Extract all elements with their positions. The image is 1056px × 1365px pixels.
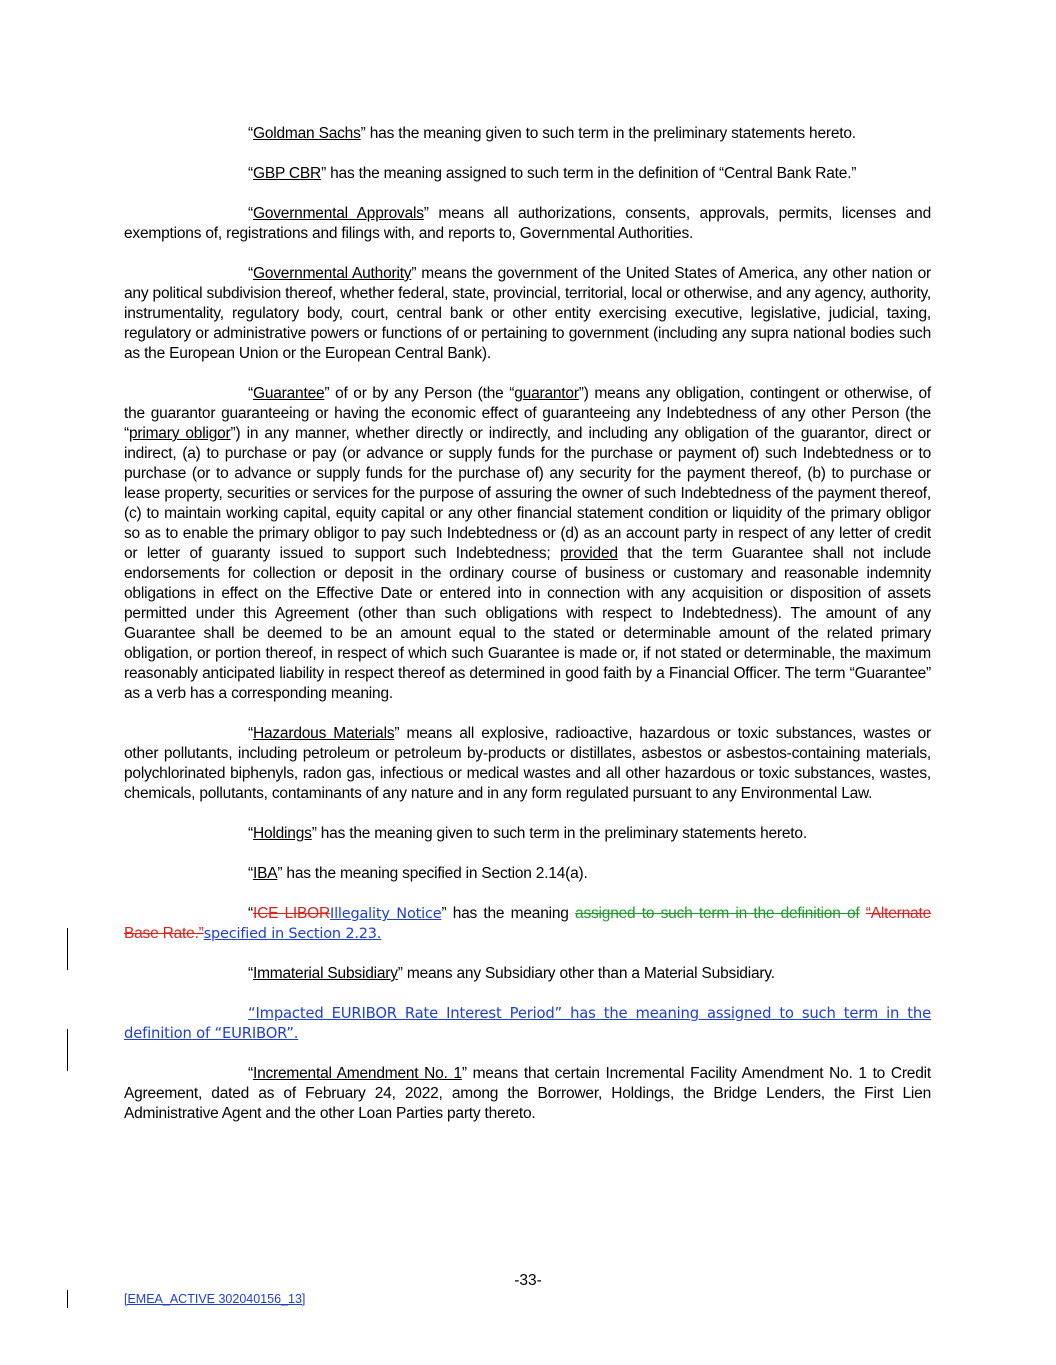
definition-text: ” means all authorizations, consents, approvals, permits, licenses and exemptions of, registrations and filings with, and reports to, Governmental Authorities. [124, 205, 932, 242]
quote-open: “ [248, 905, 253, 922]
quote-open: “ [248, 205, 253, 222]
definition-text: ” means that certain Incremental Facility Amendment No. 1 to Credit Agreement, dated as of February 24, 2022, among the Borrower, Holdings, the Bridge Lenders, the First Lien Administrative Agent and the other Loan Parties party thereto. [124, 1065, 931, 1122]
definition-gbp-cbr [124, 164, 931, 184]
quote-open: “ [248, 1065, 253, 1082]
defined-term: IBA [252, 865, 278, 882]
document-id: [EMEA_ACTIVE 302040156_13] [124, 1292, 306, 1306]
definition-governmental-approvals [124, 204, 931, 244]
definition-immaterial-subsidiary [124, 964, 931, 984]
defined-term: Goldman Sachs [252, 125, 361, 142]
definition-text: ”) in any manner, whether directly or indirectly, and including any obligation of the guarantor, direct or indirect, (a) to purchase or pay (or advance or supply funds for the purchase or payment of) such Indebtedness or to purchase (or to advance or supply funds for the purchase of) any security for the payment thereof, (b) to purchase or lease property, securities or services for the purpose of assuring the owner of such Indebtedness of the payment thereof, (c) to maintain working capital, equity capital or any other financial statement condition or liquidity of the primary obligor so as to enable the primary obligor to pay such Indebtedness or (d) as an account party in respect of any letter of credit or letter of guaranty issued to support such Indebtedness; [124, 425, 932, 562]
definition-text: that the term Guarantee shall not include endorsements for collection or deposit in the ordinary course of business or customary and reasonable indemnity obligations in effect on the Effective Date or entered into in connection with any acquisition or disposition of assets permitted under this Agreement (other than such obligations with respect to Indebtedness). The amount of any Guarantee shall be deemed to be an amount equal to the stated or determinable amount of the related primary obligation, or portion thereof, in respect of which such Guarantee is made or, if not stated or determinable, the maximum reasonably anticipated liability in respect thereof as determined in good faith by a Financial Officer. The term “Guarantee” as a verb has a corresponding meaning. [124, 545, 932, 702]
defined-term: Guarantee [252, 385, 325, 402]
defined-term-primary-obligor: primary obligor [128, 425, 231, 442]
defined-term-guarantor: guarantor [514, 385, 579, 402]
definition-iba [124, 864, 931, 884]
provided-term: provided [559, 545, 618, 562]
definition-text: ” means the government of the United States of America, any other nation or any political subdivision thereof, whether federal, state, provincial, territorial, local or otherwise, and any agency, authority, instrumentality, regulatory body, court, central bank or other entity exercising executive, legislative, judicial, taxing, regulatory or administrative powers or functions of or pertaining to government (including any supra national bodies such as the European Union or the European Central Bank). [124, 265, 931, 362]
quote-open: “ [248, 965, 253, 982]
definition-text: ” has the meaning assigned to such term in the definition of “Central Bank Rate.” [321, 165, 857, 182]
quote-open: “ [248, 125, 253, 142]
defined-term: Governmental Authority [252, 265, 412, 282]
quote-open: “ [248, 865, 253, 882]
quote-open: “ [248, 165, 253, 182]
definition-text: ” has the meaning specified in Section 2.14(a). [277, 865, 588, 882]
definition-incremental-amendment [124, 1064, 931, 1124]
definition-hazardous-materials [124, 724, 931, 804]
defined-term: Hazardous Materials [252, 725, 395, 742]
definition-impacted-euribor [124, 1004, 931, 1044]
defined-term: Governmental Approvals [252, 205, 424, 222]
defined-term: GBP CBR [252, 165, 322, 182]
defined-term: Immaterial Subsidiary [252, 965, 398, 982]
definition-text: ” means all explosive, radioactive, hazardous or toxic substances, wastes or other pollutants, including petroleum or petroleum by-products or distillates, asbestos or asbestos-containing materials, polychlorinated biphenyls, radon gas, infectious or medical wastes and all other hazardous or toxic substances, wastes, chemicals, pollutants, contaminants of any nature and in any form regulated pursuant to any Environmental Law. [124, 725, 931, 802]
definition-illegality-notice [124, 904, 931, 944]
quote-open: “ [248, 825, 253, 842]
definition-text: ”) means any obligation, contingent or otherwise, of the guarantor guaranteeing or having the economic effect of guaranteeing any Indebtedness of any other Person (the “ [124, 385, 931, 442]
definition-text: ” has the meaning [441, 905, 576, 922]
definition-text: ” of or by any Person (the “ [324, 385, 515, 402]
deleted-text: assigned to such term in the definition of [575, 905, 860, 922]
document-body [124, 124, 931, 1144]
quote-open: “ [248, 725, 253, 742]
page-number: -33- [514, 1272, 542, 1289]
definition-governmental-authority [124, 264, 931, 364]
definition-holdings [124, 824, 931, 844]
deleted-text-alternate-base-rate: “Alternate Base Rate.” [124, 905, 931, 942]
defined-term: Incremental Amendment No. 1 [252, 1065, 462, 1082]
definition-guarantee [124, 384, 931, 704]
definition-text: ” has the meaning given to such term in the preliminary statements hereto. [360, 125, 856, 142]
defined-term: Holdings [252, 825, 312, 842]
definition-goldman-sachs [124, 124, 931, 144]
inserted-text: specified in Section 2.23. [203, 926, 382, 942]
deleted-term: ICE LIBOR [252, 905, 331, 922]
quote-open: “ [248, 385, 253, 402]
change-bar [67, 1029, 68, 1071]
inserted-term: Illegality Notice [330, 906, 442, 922]
definition-text: ” means any Subsidiary other than a Material Subsidiary. [397, 965, 775, 982]
change-bar [67, 1290, 68, 1308]
inserted-paragraph: “Impacted EURIBOR Rate Interest Period” has the meaning assigned to such term in the definition of “EURIBOR”. [124, 1005, 931, 1042]
definition-text: ” has the meaning given to such term in the preliminary statements hereto. [311, 825, 807, 842]
quote-open: “ [248, 265, 253, 282]
change-bar [67, 928, 68, 970]
